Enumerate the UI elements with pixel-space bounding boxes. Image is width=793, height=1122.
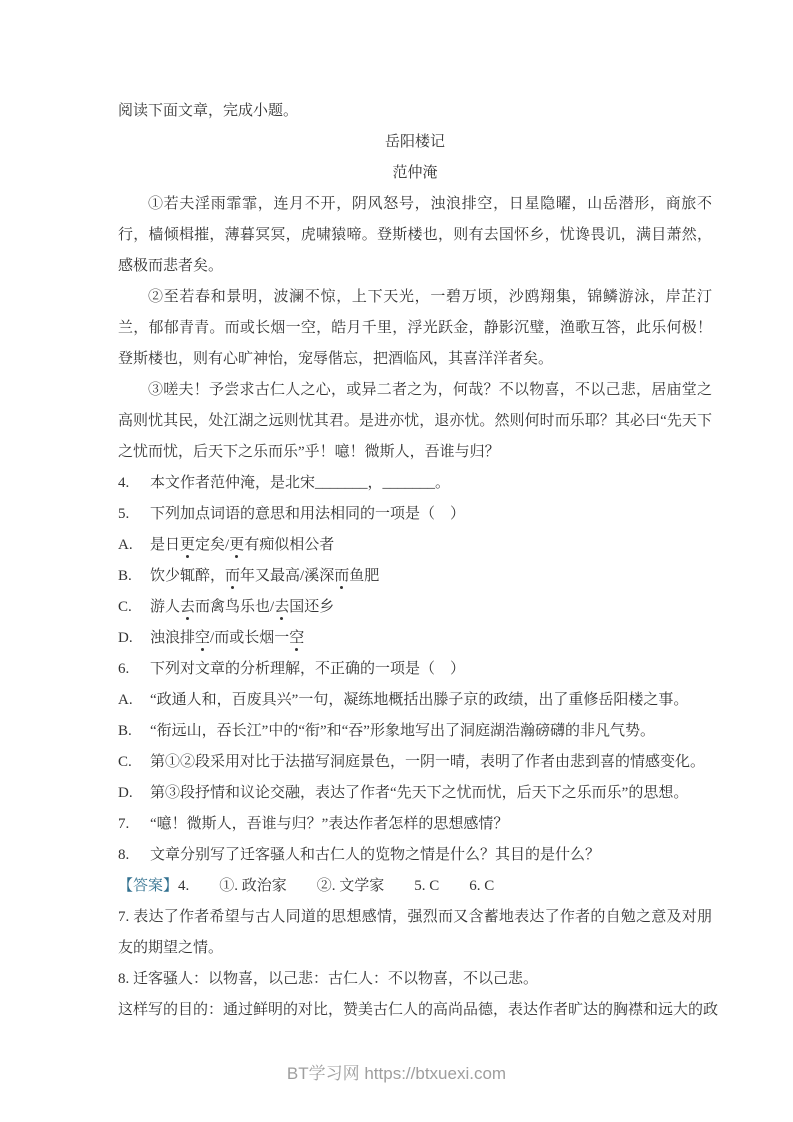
question-5-text: 下列加点词语的意思和用法相同的一项是（ ） <box>150 506 466 522</box>
option-label: A. <box>118 692 133 708</box>
question-7 <box>118 809 712 840</box>
question-4-text: 本文作者范仲淹，是北宋_______，_______。 <box>150 475 451 491</box>
answer-8-line2: 这样写的目的：通过鲜明的对比，赞美古仁人的高尚品德，表达作者旷达的胸襟和远大的政 <box>118 1002 719 1018</box>
intro-line: 阅读下面文章，完成小题。 <box>118 103 299 119</box>
option-text: 浊浪排空/而或长烟一空 <box>150 630 305 646</box>
option-label: D. <box>118 785 133 801</box>
answer-8-line1: 8. 迁客骚人：以物喜，以己悲：古仁人：不以物喜，不以己悲。 <box>118 971 539 987</box>
option-text: “衔远山，吞长江”中的“衔”和“吞”形象地写出了洞庭湖浩瀚磅礴的非凡气势。 <box>150 723 655 739</box>
option-text: 是日更定矣/更有痴似相公者 <box>150 537 335 553</box>
question-5-option-c <box>118 592 712 623</box>
question-8-number: 8. <box>118 847 130 863</box>
question-6-stem <box>118 654 712 685</box>
article-paragraph-1: ①若夫淫雨霏霏，连月不开，阴风怒号，浊浪排空，日星隐曜，山岳潜形，商旅不行，樯倾楫摧，薄暮冥冥，虎啸猿啼。登斯楼也，则有去国怀乡，忧谗畏讥，满目萧然，感极而悲者矣。 <box>118 196 712 274</box>
option-text: “政通人和，百废具兴”一句，凝练地概括出滕子京的政绩，出了重修岳阳楼之事。 <box>150 692 689 708</box>
question-4 <box>118 468 712 499</box>
footer-watermark <box>0 1062 793 1086</box>
question-6-option-d <box>118 778 712 809</box>
question-8-text: 文章分别写了迁客骚人和古仁人的览物之情是什么？其目的是什么？ <box>150 847 601 863</box>
question-5-stem <box>118 499 712 530</box>
answer-7: 7. 表达了作者希望与古人同道的思想感情，强烈而又含蓄地表达了作者的自勉之意及对朋友的期望之情。 <box>118 909 712 956</box>
article-author: 范仲淹 <box>392 165 438 181</box>
question-6-option-a <box>118 685 712 716</box>
question-4-number: 4. <box>118 475 130 491</box>
question-5-option-b <box>118 561 712 592</box>
footer-site-text: BT学习网 https://btxuexi.com <box>286 1064 507 1083</box>
answer-line-values: 4. ①. 政治家 ②. 文学家 5. C 6. C <box>178 878 495 894</box>
question-5-number: 5. <box>118 506 130 522</box>
option-label: A. <box>118 537 133 553</box>
document-page <box>118 96 719 1026</box>
article-paragraph-3: ③嗟夫！予尝求古仁人之心，或异二者之为，何哉？不以物喜，不以己悲，居庙堂之高则忧其民，处江湖之远则忧其君。是进亦忧，退亦忧。然则何时而乐耶？其必曰“先天下之忧而忧，后天下之乐而乐”乎！噫！微斯人，吾谁与归？ <box>118 382 712 460</box>
option-text: 饮少辄醉，而年又最高/溪深而鱼肥 <box>150 568 380 584</box>
question-6-text: 下列对文章的分析理解，不正确的一项是（ ） <box>150 661 466 677</box>
article-paragraph-2: ②至若春和景明，波澜不惊，上下天光，一碧万顷，沙鸥翔集，锦鳞游泳，岸芷汀兰，郁郁青青。而或长烟一空，皓月千里，浮光跃金，静影沉璧，渔歌互答，此乐何极！登斯楼也，则有心旷神怡，宠辱偕忘，把酒临风，其喜洋洋者矣。 <box>118 289 712 367</box>
question-8 <box>118 840 712 871</box>
option-label: B. <box>118 723 132 739</box>
answer-line <box>118 871 712 902</box>
option-label: D. <box>118 630 133 646</box>
option-text: 游人去而禽鸟乐也/去国还乡 <box>150 599 335 615</box>
question-6-option-b <box>118 716 712 747</box>
option-label: C. <box>118 754 132 770</box>
question-6-number: 6. <box>118 661 130 677</box>
question-5-option-a <box>118 530 712 561</box>
question-5-option-d <box>118 623 712 654</box>
option-label: C. <box>118 599 132 615</box>
question-7-number: 7. <box>118 816 130 832</box>
answer-label: 【答案】 <box>118 878 179 894</box>
option-text: 第③段抒情和议论交融，表达了作者“先天下之忧而忧，后天下之乐而乐”的思想。 <box>150 785 689 801</box>
option-label: B. <box>118 568 132 584</box>
article-title: 岳阳楼记 <box>384 134 445 150</box>
question-6-option-c <box>118 747 712 778</box>
option-text: 第①②段采用对比于法描写洞庭景色，一阴一晴，表明了作者由悲到喜的情感变化。 <box>150 754 706 770</box>
question-7-text: “噫！微斯人，吾谁与归？”表达作者怎样的思想感情？ <box>150 816 509 832</box>
